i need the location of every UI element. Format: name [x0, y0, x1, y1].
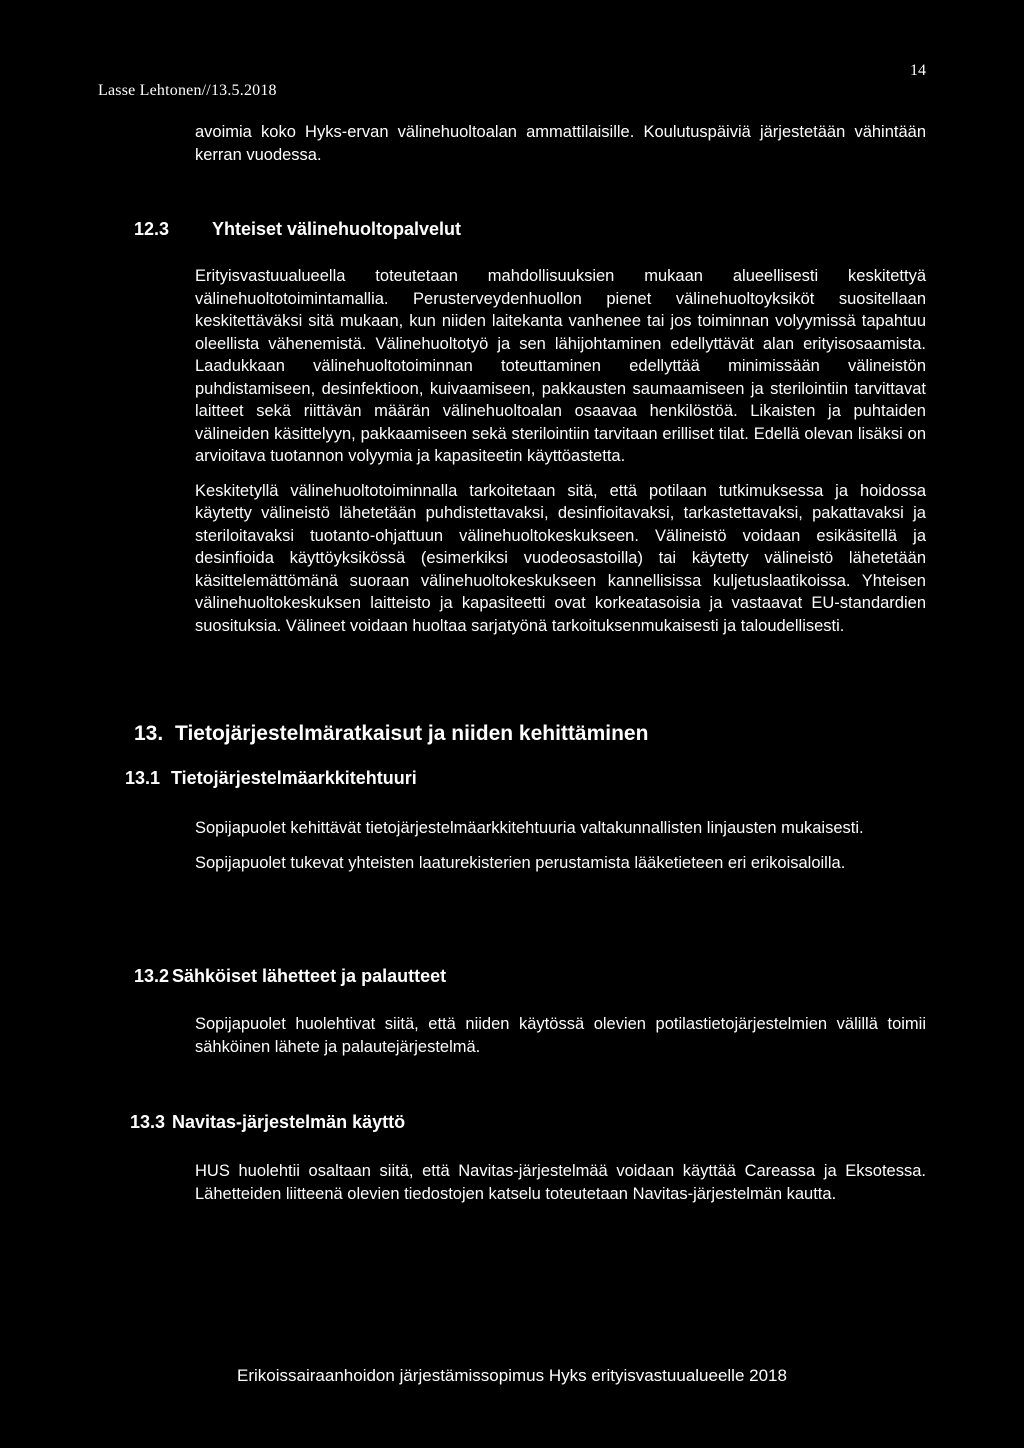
section-13-heading	[134, 722, 648, 746]
section-13-2-heading	[134, 966, 446, 987]
section-12-3-title: Yhteiset välinehuoltopalvelut	[212, 219, 462, 239]
section-13-3-title: Navitas-järjestelmän käyttö	[172, 1112, 406, 1132]
section-13-1-paragraph-2: Sopijapuolet tukevat yhteisten laaturekisterien perustamista lääketieteen eri erikoisaloilla.	[195, 853, 846, 872]
header-author-date: Lasse Lehtonen//13.5.2018	[98, 82, 277, 99]
section-13-1-heading	[125, 768, 417, 789]
section-13-1-body	[195, 817, 926, 874]
section-13-1-title: Tietojärjestelmäarkkitehtuuri	[171, 768, 417, 788]
page-number: 14	[910, 62, 926, 79]
section-12-3-number: 12.3	[134, 219, 170, 239]
section-13-number: 13.	[134, 722, 164, 745]
section-13-3-body	[195, 1160, 926, 1205]
section-12-3-heading	[134, 219, 461, 240]
intro-paragraph-text: avoimia koko Hyks-ervan välinehuoltoalan ammattilaisille. Koulutuspäiviä järjestetään vähintään kerran vuodessa.	[195, 123, 926, 164]
section-12-3-paragraph-2: Keskitetyllä välinehuoltotoiminnalla tarkoitetaan sitä, että potilaan tutkimuksessa ja hoidossa käytetty välineistö lähetetään puhdistettavaksi, desinfioitavaksi, tarkastettavaksi, pakattavaksi ja steriloitavaksi tuotanto-ohjattuun välinehuoltokeskukseen. Välineistö voidaan esikäsitellä ja desinfioida käyttöyksikössä (esimerkiksi vuodeosastoilla) tai käytetty välineistö lähetetään käsittelemättömänä suoraan välinehuoltokeskukseen kannellisissa kuljetuslaatikoissa. Yhteisen välinehuoltokeskuksen laitteisto ja kapasiteetti ovat korkeatasoisia ja vastaavat EU-standardien suosituksia. Välineet voidaan huoltaa sarjatyönä tarkoituksenmukaisesti ja taloudellisesti.	[195, 481, 926, 635]
section-13-2-paragraph-1: Sopijapuolet huolehtivat siitä, että niiden käytössä olevien potilastietojärjestelmien välillä toimii sähköinen lähete ja palautejärjestelmä.	[195, 1015, 926, 1056]
page-footer: Erikoissairaanhoidon järjestämissopimus Hyks erityisvastuualueelle 2018	[237, 1366, 787, 1385]
section-13-2-number: 13.2	[134, 966, 170, 986]
section-13-3-paragraph-1: HUS huolehtii osaltaan siitä, että Navitas-järjestelmää voidaan käyttää Careassa ja Eksotessa. Lähetteiden liitteenä olevien tiedostojen katselu toteutetaan Navitas-järjestelmän kautta.	[195, 1162, 926, 1203]
section-13-2-title: Sähköiset lähetteet ja palautteet	[172, 966, 447, 986]
section-13-3-number: 13.3	[130, 1112, 166, 1132]
intro-paragraph	[195, 121, 926, 166]
section-12-3-body	[195, 265, 926, 637]
section-13-2-body	[195, 1013, 926, 1058]
section-13-3-heading	[130, 1112, 405, 1133]
section-13-1-number: 13.1	[125, 768, 161, 788]
section-13-title: Tietojärjestelmäratkaisut ja niiden kehittäminen	[175, 722, 649, 745]
section-12-3-paragraph-1: Erityisvastuualueella toteutetaan mahdollisuuksien mukaan alueellisesti keskitettyä välinehuoltotoimintamallia. Perusterveydenhuollon pienet välinehuoltoyksiköt suositellaan keskitettäväksi sitä mukaan, kun niiden laitekanta vanhenee tai jos toiminnan volyymissä tapahtuu oleellista vähenemistä. Välinehuoltotyö ja sen lähijohtaminen edellyttävät alan erityisosaamista. Laadukkaan välinehuoltotoiminnan toteuttaminen edellyttää minimissään välineistön puhdistamiseen, desinfektioon, kuivaamiseen, pakkausten saumaamiseen ja sterilointiin tarvittavat laitteet sekä riittävän määrän välinehuoltoalan osaavaa henkilöstöä. Likaisten ja puhtaiden välineiden käsittelyyn, pakkaamiseen sekä sterilointiin tarvitaan erilliset tilat. Edellä olevan lisäksi on arvioitava tuotannon volyymia ja kapasiteetin käyttöastetta.	[195, 267, 926, 465]
section-13-1-paragraph-1: Sopijapuolet kehittävät tietojärjestelmäarkkitehtuuria valtakunnallisten linjausten mukaisesti.	[195, 819, 864, 837]
